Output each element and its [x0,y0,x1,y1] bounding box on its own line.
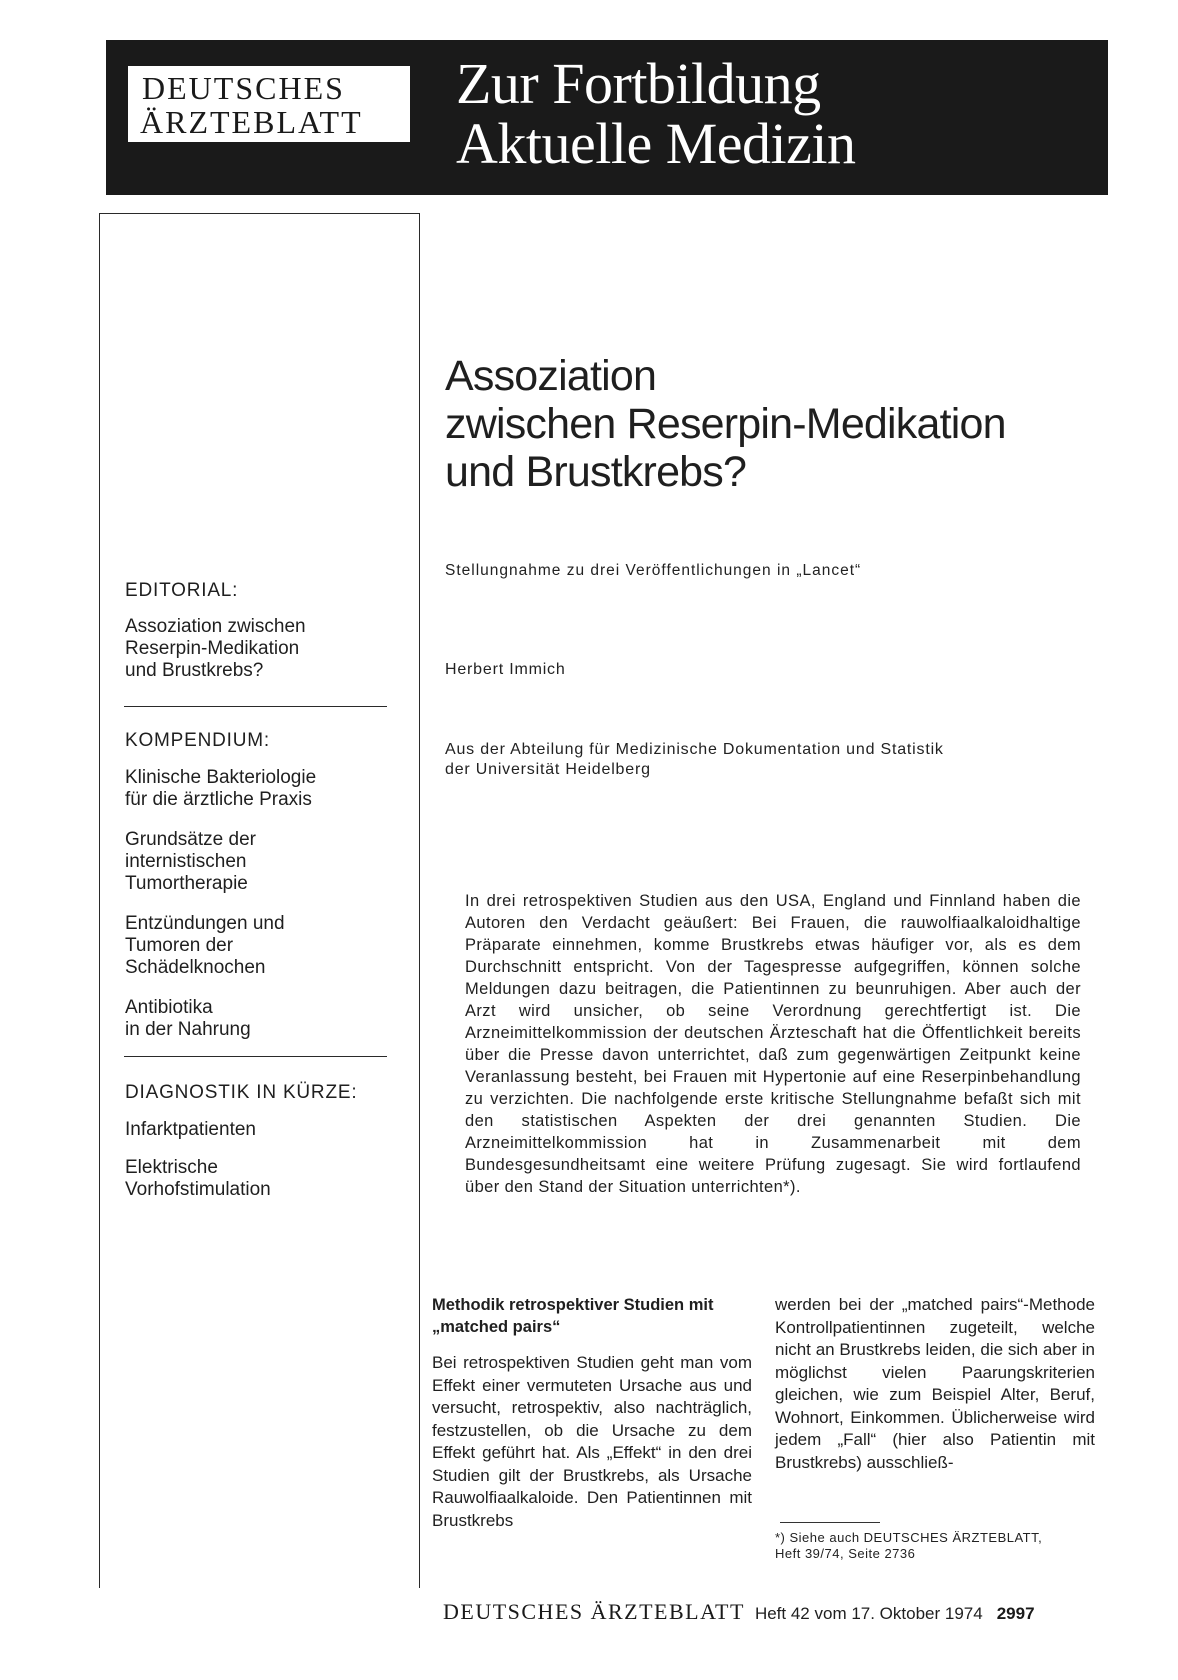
sidebar-divider [124,706,387,707]
sidebar-item-diagnostik-1: Infarktpatienten [125,1119,256,1140]
page-footer [443,1599,1035,1625]
sidebar-item-diagnostik-2: Elektrische Vorhofstimulation [125,1157,271,1200]
sidebar-heading-editorial: EDITORIAL: [125,580,239,601]
body-column-2 [775,1294,1095,1474]
sidebar-item-kompendium-2: Grundsätze der internistischen Tumortherapie [125,829,256,894]
footer-issue: Heft 42 vom 17. Oktober 1974 [754,1604,983,1623]
author-affiliation: Aus der Abteilung für Medizinische Dokumentation und Statistik der Universität Heidelberg [445,741,944,778]
sidebar-heading-kompendium: KOMPENDIUM: [125,730,270,751]
banner-title [456,51,856,176]
footnote-divider [780,1522,880,1523]
logo-line-2: ÄRZTEBLATT [140,104,363,140]
sidebar-heading-diagnostik: DIAGNOSTIK IN KÜRZE: [125,1082,358,1103]
banner-title-line-1: Zur Fortbildung [456,51,821,116]
body-paragraph: Bei retrospektiven Studien geht man vom Effekt einer vermuteten Ursache aus und versucht, retrospektiv, also nachträglich, festzustellen, ob die Ursache zu dem Effekt geführt hat. Als „Effekt“ in den drei Studien gilt der Brustkrebs, als Ursache Rauwolfiaalkaloide. Den Patientinnen mit Brustkrebs [432,1353,752,1530]
journal-logo [126,64,412,144]
logo-line-1: DEUTSCHES [142,70,345,106]
sidebar-item-editorial: Assoziation zwischen Reserpin-Medikation und Brustkrebs? [125,616,306,681]
footer-journal-name: DEUTSCHES ÄRZTEBLATT [443,1599,745,1624]
sidebar-divider [124,1056,387,1057]
section-heading: Methodik retrospektiver Studien mit „matched pairs“ [432,1296,714,1336]
article-abstract: In drei retrospektiven Studien aus den USA, England und Finnland haben die Autoren den Verdacht geäußert: Bei Frauen, die rauwolfiaalkaloidhaltige Präparate einnehmen, komme Brustkrebs etwas häufiger vor, als es dem Durchschnitt entspricht. Von der Tagespresse aufgegriffen, können solche Meldungen dazu beitragen, die Patientinnen zu beunruhigen. Aber auch der Arzt wird unsicher, ob seine Verordnung gerechtfertigt ist. Die Arzneimittelkommission der deutschen Ärzteschaft hat die Öffentlichkeit bereits über die Presse davon unterrichtet, daß zum gegenwärtigen Zeitpunkt keine Veranlassung besteht, bei Frauen mit Hypertonie auf eine Reserpinbehandlung zu verzichten. Die nachfolgende erste kritische Stellungnahme befaßt sich mit den statistischen Aspekten der drei genannten Studien. Die Arzneimittelkommission hat in Zusammenarbeit mit dem Bundesgesundheitsamt eine weitere Prüfung zugesagt. Sie wird fortlaufend über den Stand der Situation unterrichten*). [465,892,1081,1196]
banner-title-line-2: Aktuelle Medizin [456,111,856,176]
article-subtitle: Stellungnahme zu drei Veröffentlichungen in „Lancet“ [445,562,862,579]
contents-sidebar [99,213,420,1588]
sidebar-item-kompendium-4: Antibiotika in der Nahrung [125,997,251,1040]
body-paragraph: werden bei der „matched pairs“-Methode Kontrollpatientinnen zugeteilt, welche nicht an Brustkrebs leiden, die sich aber in möglichst vielen Paarungskriterien gleichen, wie zum Beispiel Alter, Beruf, Wohnort, Einkommen. Üblicherweise wird jedem „Fall“ (hier also Patientin mit Brustkrebs) ausschließ- [775,1295,1095,1472]
sidebar-item-kompendium-3: Entzündungen und Tumoren der Schädelknochen [125,913,285,978]
article-author: Herbert Immich [445,661,566,678]
body-column-1 [432,1294,752,1532]
footnote: *) Siehe auch DEUTSCHES ÄRZTEBLATT, Heft 39/74, Seite 2736 [775,1530,1043,1561]
page-number: 2997 [996,1604,1035,1623]
article-title: Assoziation zwischen Reserpin-Medikation und Brustkrebs? [445,352,1006,496]
header-banner [106,40,1108,195]
sidebar-item-kompendium-1: Klinische Bakteriologie für die ärztliche Praxis [125,767,317,810]
